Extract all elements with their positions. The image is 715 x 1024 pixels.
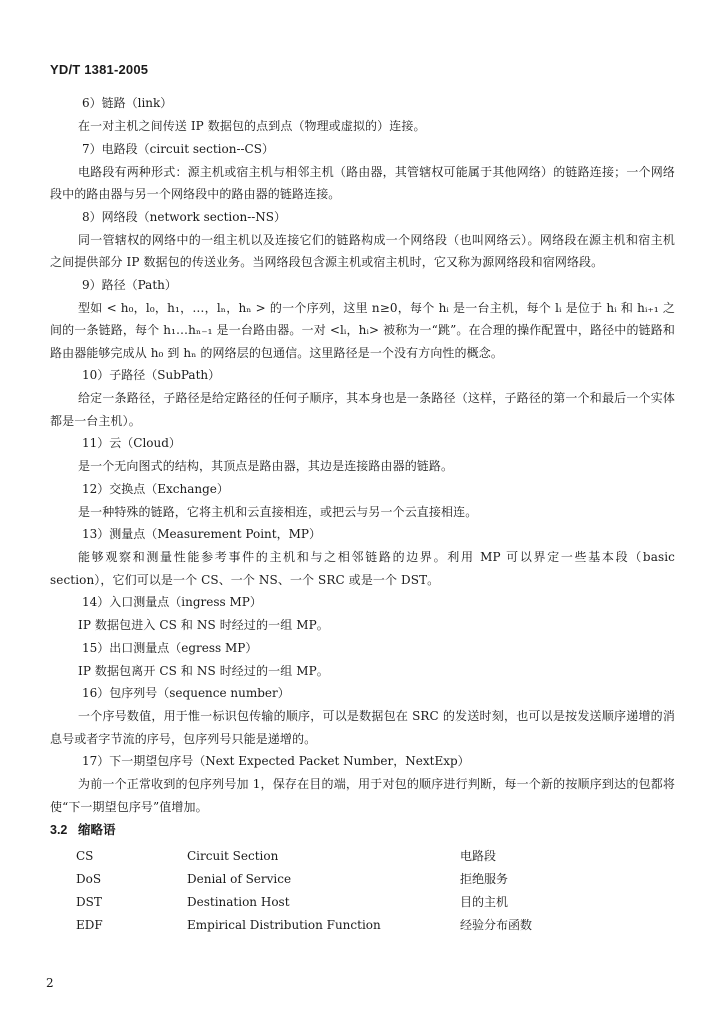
definition-item bbox=[50, 591, 675, 637]
definition-text: 是一种特殊的链路，它将主机和云直接相连，或把云与另一个云直接相连。 bbox=[78, 504, 478, 519]
abbreviation-row bbox=[76, 867, 600, 890]
definition-item bbox=[50, 432, 675, 478]
definition-text: IP 数据包离开 CS 和 NS 时经过的一组 MP。 bbox=[78, 663, 329, 678]
definition-text: IP 数据包进入 CS 和 NS 时经过的一组 MP。 bbox=[78, 618, 329, 632]
definition-item bbox=[50, 523, 675, 591]
section-number: 3.2 bbox=[50, 823, 68, 837]
definition-term: 14）入口测量点（ingress MP） bbox=[82, 595, 262, 609]
definition-item bbox=[50, 364, 675, 432]
definition-item bbox=[50, 682, 675, 750]
definition-term: 15）出口测量点（egress MP） bbox=[82, 640, 258, 655]
definition-item bbox=[50, 637, 675, 683]
abbreviation-table bbox=[76, 844, 600, 936]
definition-term: 12）交换点（Exchange） bbox=[82, 481, 229, 496]
abbreviation-chinese: 目的主机 bbox=[460, 895, 509, 909]
section-title: 缩略语 bbox=[78, 823, 116, 837]
definition-term: 13）测量点（Measurement Point，MP） bbox=[82, 527, 321, 541]
definition-text: 在一对主机之间传送 IP 数据包的点到点（物理或虚拟的）连接。 bbox=[78, 119, 426, 133]
page-number: 2 bbox=[46, 976, 54, 990]
abbreviation-english: Empirical Distribution Function bbox=[187, 917, 381, 932]
definition-list bbox=[50, 92, 675, 818]
abbreviation-code: EDF bbox=[76, 917, 103, 932]
definition-term: 8）网络段（network section--NS） bbox=[82, 209, 287, 224]
definition-text: 一个序号数值，用于惟一标识包传输的顺序，可以是数据包在 SRC 的发送时刻，也可以是按发送顺序递增的消息号或者字节流的序号，包序列号只能是递增的。 bbox=[50, 709, 675, 746]
definition-term: 10）子路径（SubPath） bbox=[82, 368, 221, 382]
abbreviation-row bbox=[76, 844, 600, 867]
section-heading bbox=[50, 818, 675, 842]
abbreviation-english: Destination Host bbox=[187, 894, 290, 909]
definition-text: 型如 < h₀，l₀，h₁，…，lₙ，hₙ > 的一个序列，这里 n≥0，每个 hᵢ 是一台主机，每个 lᵢ 是位于 hᵢ 和 hᵢ₊₁ 之间的一条链路，每个 h₁…hₙ₋₁ 是一台路由器。一对 <lᵢ，hᵢ> 被称为一“跳”。在合理的操作配置中，路径中的链路和路由器能够完成从 h₀ 到 hₙ 的网络层的包通信。这里路径是一个没有方向性的概念。 bbox=[50, 300, 675, 360]
definition-item bbox=[50, 274, 675, 365]
definition-item bbox=[50, 206, 675, 274]
abbreviation-code: DoS bbox=[76, 871, 102, 886]
definition-term: 17）下一期望包序号（Next Expected Packet Number，NextExp） bbox=[82, 754, 470, 768]
definition-item bbox=[50, 138, 675, 206]
standard-number: YD/T 1381-2005 bbox=[50, 62, 149, 77]
definition-term: 11）云（Cloud） bbox=[82, 436, 181, 450]
definition-text: 同一管辖权的网络中的一组主机以及连接它们的链路构成一个网络段（也叫网络云）。网络段在源主机和宿主机之间提供部分 IP 数据包的传送业务。当网络段包含源主机或宿主机时，它又称为源网络段和宿网络段。 bbox=[50, 232, 675, 269]
abbreviation-chinese: 拒绝服务 bbox=[460, 872, 509, 886]
document-body bbox=[50, 92, 675, 936]
definition-text: 给定一条路径，子路径是给定路径的任何子顺序，其本身也是一条路径（这样，子路径的第一个和最后一个实体都是一台主机）。 bbox=[50, 391, 675, 428]
abbreviation-english: Circuit Section bbox=[187, 848, 279, 863]
abbreviation-english: Denial of Service bbox=[187, 871, 292, 886]
abbreviation-row bbox=[76, 913, 600, 936]
abbreviation-code: CS bbox=[76, 848, 94, 863]
definition-term: 9）路径（Path） bbox=[82, 277, 177, 292]
abbreviation-row bbox=[76, 890, 600, 913]
abbreviation-code: DST bbox=[76, 894, 102, 909]
definition-text: 电路段有两种形式：源主机或宿主机与相邻主机（路由器，其管辖权可能属于其他网络）的链路连接；一个网络段中的路由器与另一个网络段中的路由器的链路连接。 bbox=[50, 164, 675, 201]
definition-item bbox=[50, 92, 675, 138]
definition-item bbox=[50, 750, 675, 818]
abbreviation-chinese: 经验分布函数 bbox=[460, 918, 533, 932]
definition-text: 为前一个正常收到的包序列号加 1，保存在目的端，用于对包的顺序进行判断，每一个新的按顺序到达的包都将使“下一期望包序号”值增加。 bbox=[50, 777, 676, 814]
definition-term: 7）电路段（circuit section--CS） bbox=[82, 141, 274, 156]
definition-term: 16）包序列号（sequence number） bbox=[82, 686, 290, 700]
definition-text: 能够观察和测量性能参考事件的主机和与之相邻链路的边界。利用 MP 可以界定一些基本段（basic section），它们可以是一个 CS、一个 NS、一个 SRC 或是一个 DST。 bbox=[50, 550, 675, 587]
abbreviation-chinese: 电路段 bbox=[460, 849, 497, 863]
definition-item bbox=[50, 478, 675, 524]
definition-term: 6）链路（link） bbox=[82, 96, 173, 110]
definition-text: 是一个无向图式的结构，其顶点是路由器，其边是连接路由器的链路。 bbox=[78, 459, 454, 473]
